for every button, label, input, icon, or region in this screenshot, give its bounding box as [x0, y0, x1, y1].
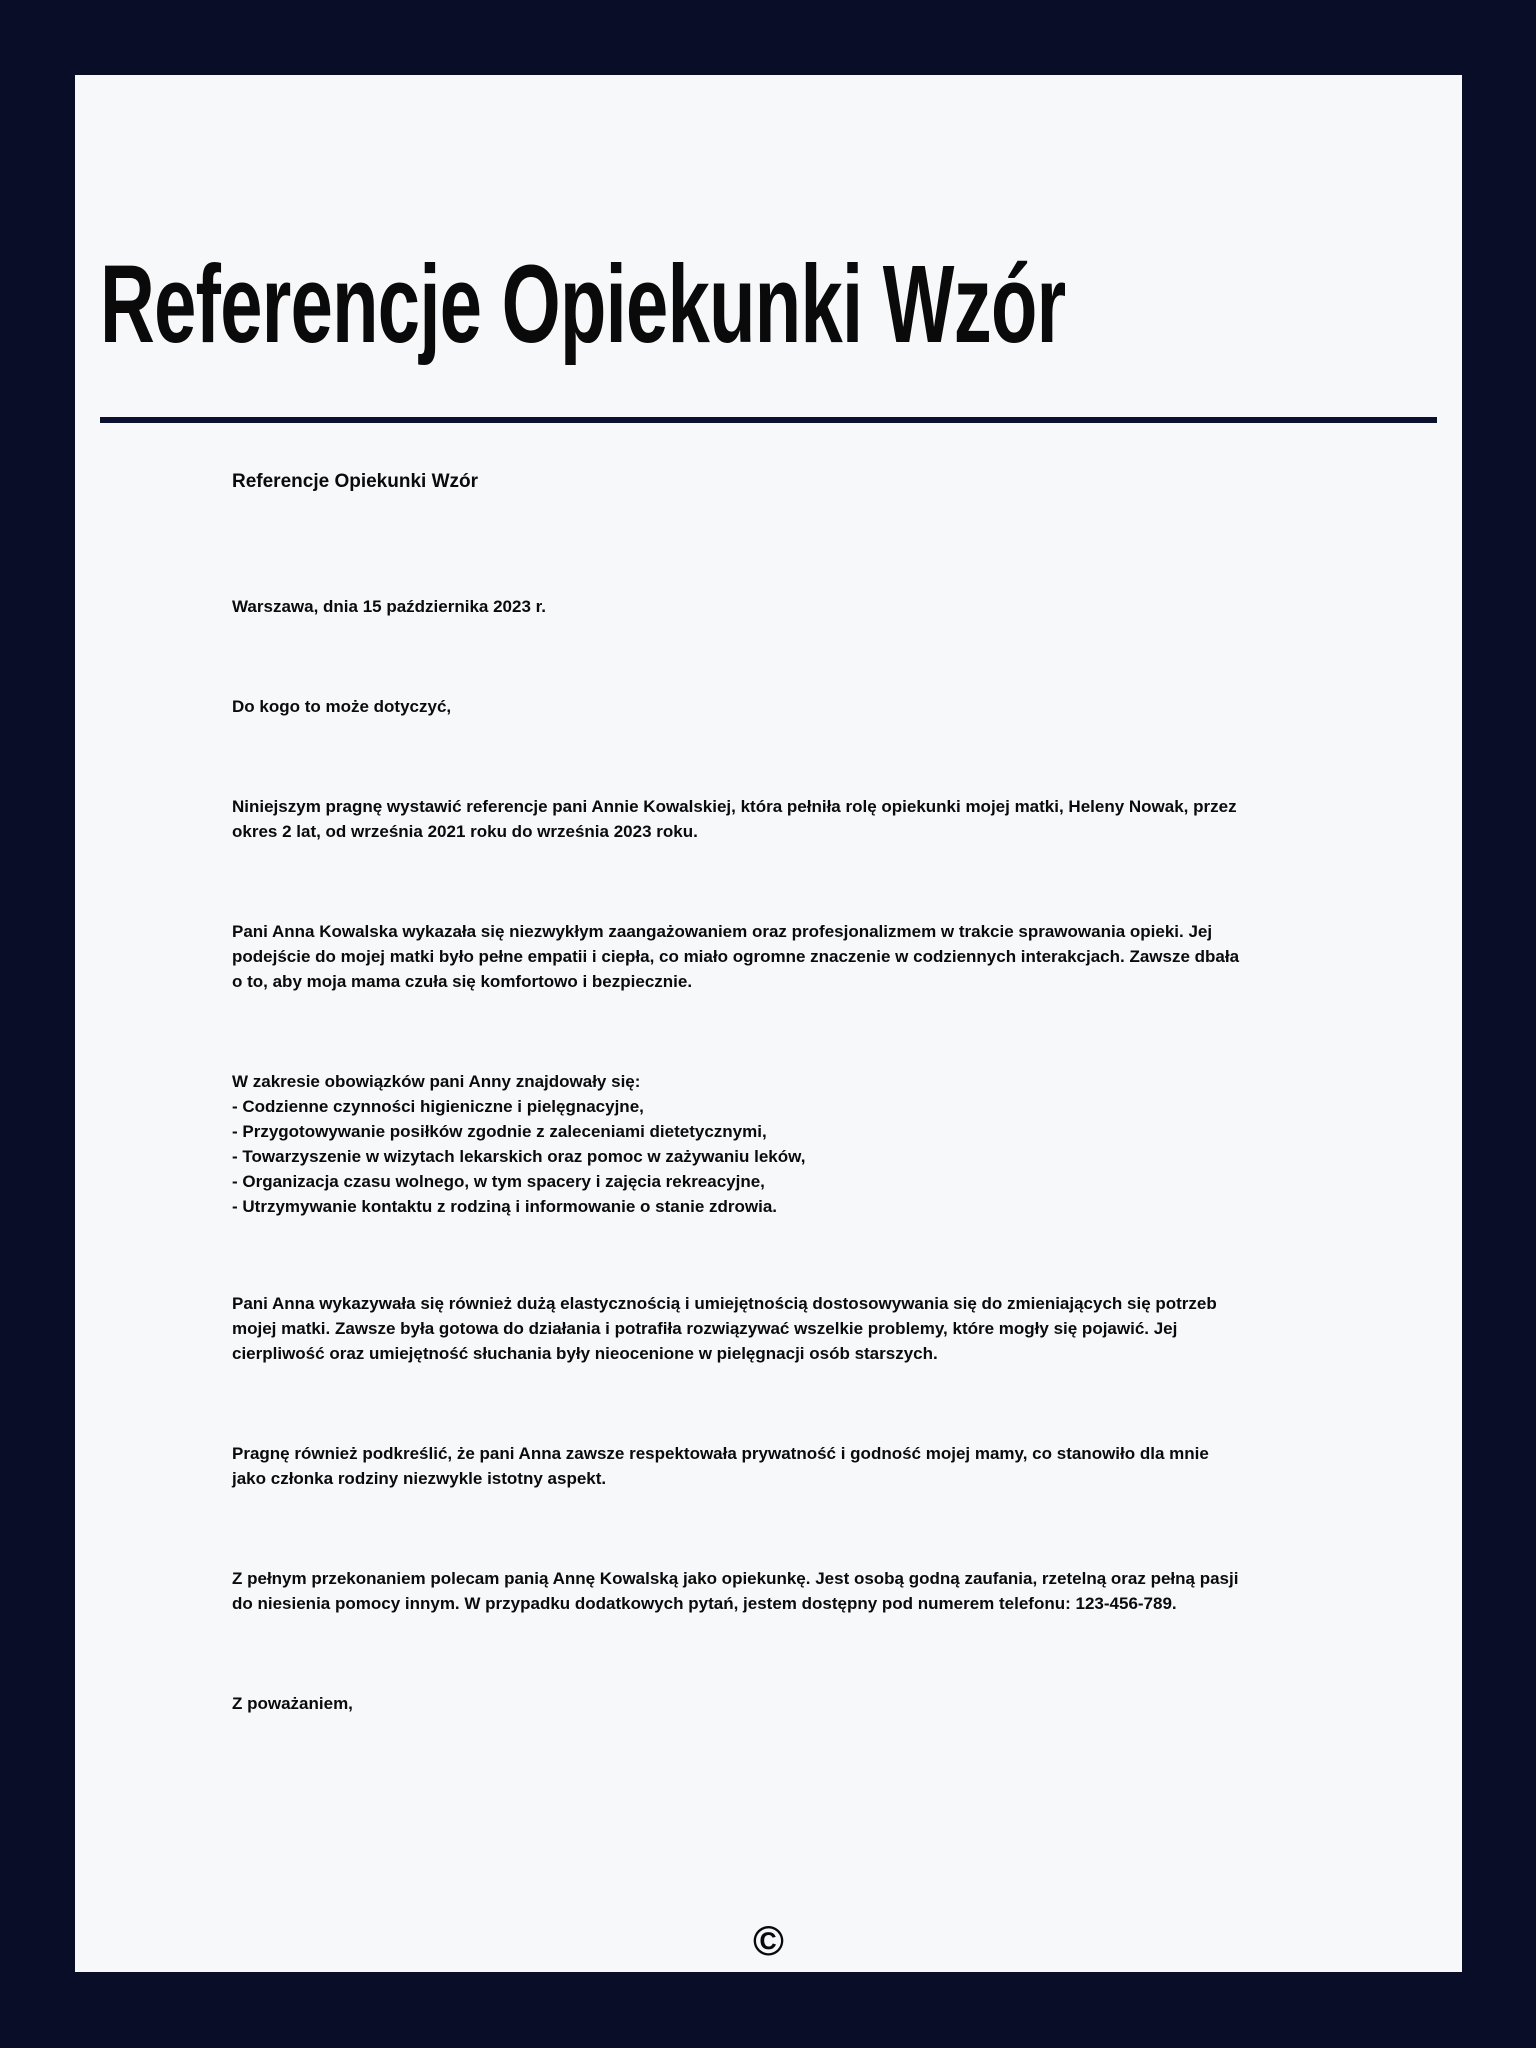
letter-heading: Referencje Opiekunki Wzór [232, 471, 479, 492]
copyright-icon: © [753, 1917, 784, 1964]
letter-paragraph-privacy: Pragnę również podkreślić, że pani Anna zawsze respektowała prywatność i godność mojej mamy, co stanowiło dla mnie jako członka rodziny niezwykle istotny aspekt. [232, 1444, 1209, 1488]
duty-item: - Towarzyszenie w wizytach lekarskich oraz pomoc w zażywaniu leków, [232, 1147, 806, 1166]
letter-date-line: Warszawa, dnia 15 października 2023 r. [232, 597, 547, 616]
letter-paragraph-intro: Niniejszym pragnę wystawić referencje pani Annie Kowalskiej, która pełniła rolę opiekunki mojej matki, Heleny Nowak, przez okres 2 lat, od września 2021 roku do września 2023 roku. [232, 797, 1237, 841]
letter-paragraph-recommendation: Z pełnym przekonaniem polecam panią Annę Kowalską jako opiekunkę. Jest osobą godną zaufania, rzetelną oraz pełną pasji do niesienia pomocy innym. W przypadku dodatkowych pytań, jestem dostępny pod numerem telefonu: 123-456-789. [232, 1569, 1239, 1613]
letter-paragraph-flexibility: Pani Anna wykazywała się również dużą elastycznością i umiejętnością dostosowywania się do zmieniających się potrzeb mojej matki. Zawsze była gotowa do działania i potrafiła rozwiązywać wszelkie problemy, które mogły się pojawić. Jej cierpliwość oraz umiejętność słuchania były nieocenione w pielęgnacji osób starszych. [232, 1294, 1217, 1363]
page-content [75, 243, 1462, 1716]
letter-salutation: Do kogo to może dotyczyć, [232, 697, 452, 716]
letter-closing: Z poważaniem, [232, 1694, 353, 1713]
duty-item: - Utrzymywanie kontaktu z rodziną i informowanie o stanie zdrowia. [232, 1197, 778, 1216]
title-divider [100, 417, 1437, 423]
duties-list [232, 1069, 1242, 1219]
duty-item: - Przygotowywanie posiłków zgodnie z zaleceniami dietetycznymi, [232, 1122, 767, 1141]
letter-paragraph-commitment: Pani Anna Kowalska wykazała się niezwykłym zaangażowaniem oraz profesjonalizmem w trakcie sprawowania opieki. Jej podejście do mojej matki było pełne empatii i ciepła, co miało ogromne znaczenie w codziennych interakcjach. Zawsze dbała o to, aby moja mama czuła się komfortowo i bezpiecznie. [232, 922, 1240, 991]
duties-intro: W zakresie obowiązków pani Anny znajdowały się: [232, 1072, 641, 1091]
duty-item: - Codzienne czynności higieniczne i pielęgnacyjne, [232, 1097, 644, 1116]
duty-item: - Organizacja czasu wolnego, w tym spacery i zajęcia rekreacyjne, [232, 1172, 765, 1191]
page-title: Referencje Opiekunki Wzór [100, 243, 1066, 366]
letter-body [232, 469, 1242, 1716]
document-page [75, 75, 1462, 1972]
